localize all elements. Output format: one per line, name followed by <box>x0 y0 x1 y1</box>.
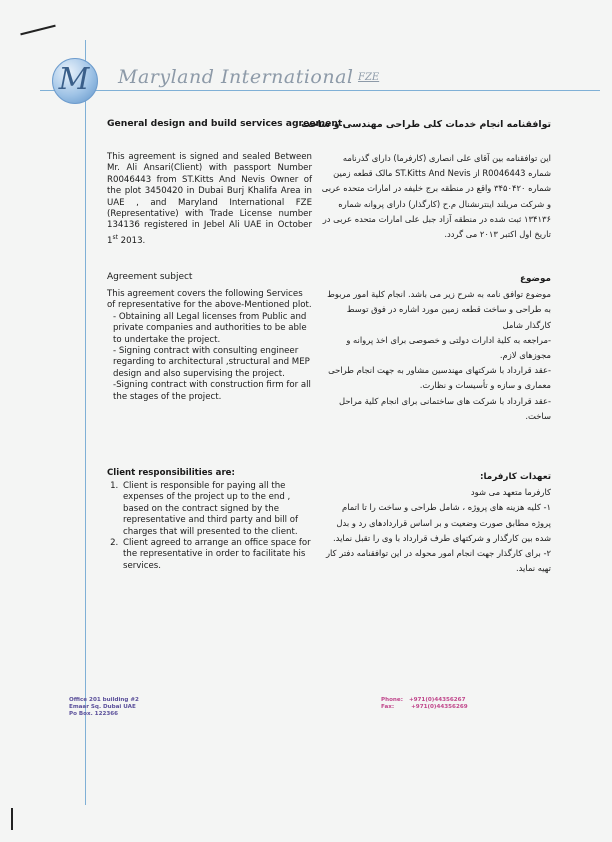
list-item: -عقد قرارداد با شرکت های ساختمانی برای انجام کلیة مراحل ساخت. <box>339 395 551 421</box>
list-item: - Signing contract with consulting engineer regarding to architectural ,structural and MEP design and also supervising the project. <box>113 346 310 379</box>
persian-intro <box>321 151 551 242</box>
scan-mark-left <box>11 808 13 830</box>
persian-subject <box>321 272 551 424</box>
english-intro-end: 2013. <box>117 235 146 246</box>
persian-subject-text: موضوع توافق نامه به شرح زیر می باشد. انجام کلیة امور مربوط به طراحی و ساخت قطعه زمین مورد اشاره در فوق توسط کارگذار شامل <box>327 289 551 330</box>
list-item: -عقد قرارداد با شرکتهای مهندسین مشاور به جهت انجام طراحی معماری و سازه و تأسیسات و نظارت. <box>328 365 551 391</box>
list-item: -مراجعه به کلیة ادارات دولتی و خصوصی برای اخذ پروانه و مجوزهای لازم. <box>346 334 551 361</box>
scan-mark <box>20 25 55 36</box>
phone-number: +971(0)44356267 <box>408 697 466 703</box>
english-intro <box>107 152 312 247</box>
header-rule <box>40 90 600 91</box>
footer-address <box>69 697 139 719</box>
english-subject-heading: Agreement subject <box>107 272 193 282</box>
english-client-list <box>107 481 312 572</box>
list-item: ۱- کلیه هزینه های پروژه ، شامل طراحی و ساخت را تا اتمام پروژه مطابق صورت وضعیت و بر اساس قراردادهای رد و بدل شده بین کارگذار و شرکتهای طرف قرارداد با وی را تقبل نماید. <box>333 502 551 543</box>
english-subject <box>107 289 312 403</box>
persian-title: توافقنامه انجام خدمات کلی طراحی مهندسی و ساخت <box>300 119 551 130</box>
address-line: Office 201 building #2 <box>69 697 139 703</box>
list-item: - Obtaining all Legal licenses from Public and private companies and authorities to be able to undertake the project. <box>113 311 307 345</box>
phone-label: Phone: <box>381 697 403 703</box>
footer-contact <box>381 697 468 712</box>
logo-letter: M <box>58 62 90 97</box>
persian-client <box>321 470 551 576</box>
address-line: Emaar Sq. Dubai UAE <box>69 704 136 711</box>
english-title: General design and build services agreement. <box>107 118 346 129</box>
persian-intro-text: این توافقنامه بین آقای علی انصاری (کارفرما) دارای گذرنامه شماره R0046443 از ST.Kitts And Nevis مالک قطعه زمین شماره ۳۴۵۰۴۲۰ واقع در منطقه برج خلیفه در امارات متحده عربی و شرکت مریلند اینترنشنال م.ح (کارگذار) دارای پروانه شماره ۱۳۴۱۳۶ ثبت شده در منطقه آزاد جبل علی امارات متحده عربی در تاریخ اول اکتبر ۲۰۱۳ می گردد. <box>321 153 551 240</box>
brand-name: Maryland International <box>118 66 354 88</box>
english-client <box>107 481 312 572</box>
english-intro-text: This agreement is signed and sealed Between Mr. Ali Ansari(Client) with passport Number R0046443 from ST.Kitts And Nevis Owner of the plot 3450420 in Dubai Burj Khalifa Area in UAE , and Maryland International FZE (Representative) with Trade License number 134136 registered in Jebel Ali UAE in October 1 <box>107 152 312 246</box>
address-line: Po Box. 122366 <box>69 711 119 718</box>
list-item: -Signing contract with construction firm for all the stages of the project. <box>113 380 311 402</box>
list-item: 2. Client agreed to arrange an office space for the representative in order to facilitate his services. <box>121 538 312 572</box>
list-item: 1. Client is responsible for paying all the expenses of the project up to the end , based on the contract signed by the representative and third party and bill of charges that will presented to the client. <box>121 481 312 538</box>
brand-suffix: FZE <box>358 72 380 83</box>
fax-number: +971(0)44356269 <box>411 704 468 711</box>
english-subject-text: This agreement covers the following Services of representative for the above-Mentioned plot. <box>107 289 312 311</box>
persian-client-heading: تعهدات کارفرما: <box>479 472 551 482</box>
english-subject-list <box>107 312 312 403</box>
persian-client-intro: کارفرما متعهد می شود <box>470 487 551 498</box>
fax-label: Fax: <box>381 704 395 711</box>
margin-rule-vertical <box>85 40 86 805</box>
english-client-heading: Client responsibilities are: <box>107 468 235 478</box>
phone-line <box>381 697 468 704</box>
list-item: ۲- برای کارگذار جهت انجام امور محوله در این توافقنامه دفتر کار تهیه نماید. <box>325 548 551 574</box>
persian-subject-heading: موضوع <box>520 274 551 284</box>
fax-line <box>381 704 468 711</box>
english-intro-sup: st <box>112 233 118 241</box>
